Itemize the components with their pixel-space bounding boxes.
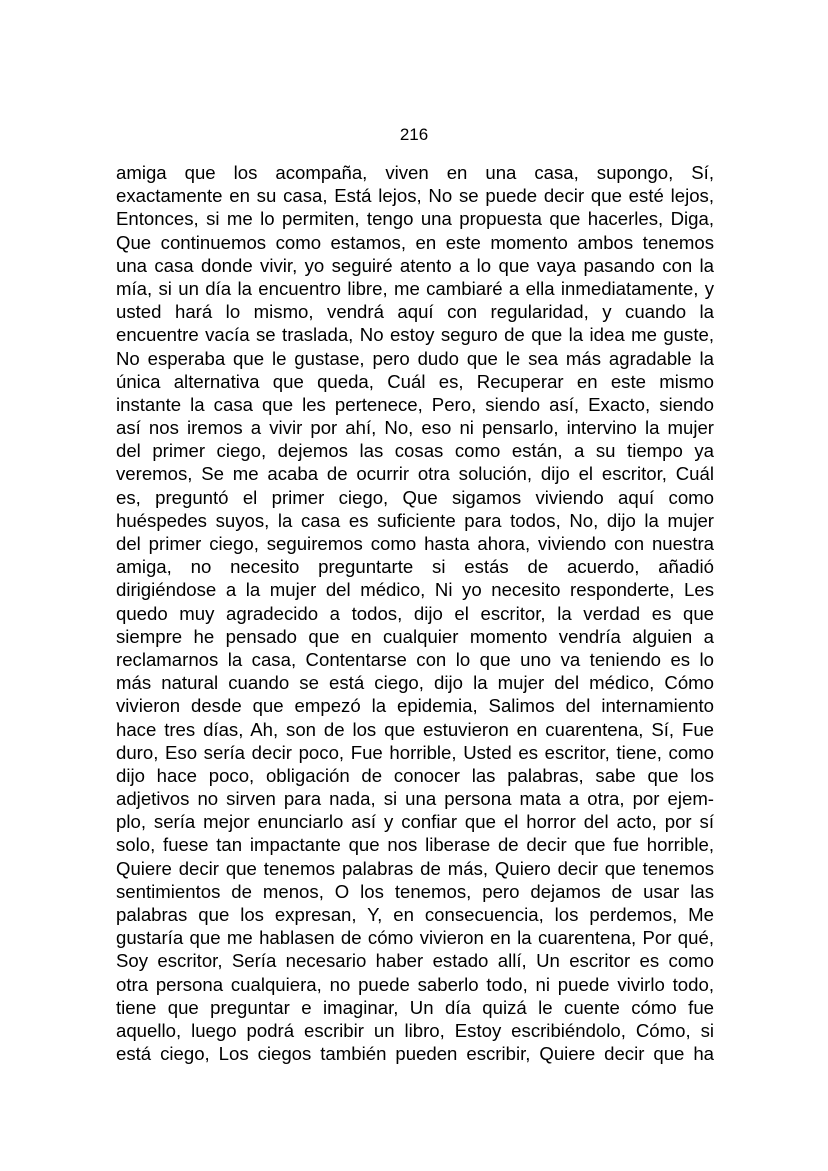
text-line: una casa donde vivir, yo seguiré atento a lo que vaya pasando con la	[116, 254, 714, 276]
text-line: única alternativa que queda, Cuál es, Recuperar en este mismo	[116, 370, 714, 392]
text-line: Soy escritor, Sería necesario haber estado allí, Un escritor es como	[116, 950, 714, 972]
text-line: otra persona cualquiera, no puede saberlo todo, ni puede vivirlo todo,	[116, 973, 714, 995]
text-line: encuentre vacía se traslada, No estoy seguro de que la idea me guste,	[116, 324, 714, 346]
text-line: mía, si un día la encuentro libre, me cambiaré a ella inmediatamente, y	[116, 277, 714, 299]
text-line: sentimientos de menos, O los tenemos, pero dejamos de usar las	[116, 880, 714, 902]
text-line: No esperaba que le gustase, pero dudo que le sea más agradable la	[116, 347, 714, 369]
text-line: más natural cuando se está ciego, dijo la mujer del médico, Cómo	[116, 672, 714, 694]
text-line: vivieron desde que empezó la epidemia, Salimos del internamiento	[116, 695, 714, 717]
text-line: instante la casa que les pertenece, Pero, siendo así, Exacto, siendo	[116, 393, 714, 415]
text-line: tiene que preguntar e imaginar, Un día quizá le cuente cómo fue	[116, 996, 714, 1018]
text-line: siempre he pensado que en cualquier momento vendría alguien a	[116, 625, 714, 647]
text-line: dijo hace poco, obligación de conocer las palabras, sabe que los	[116, 764, 714, 786]
text-line: gustaría que me hablasen de cómo vivieron en la cuarentena, Por qué,	[116, 927, 714, 949]
text-line: del primer ciego, dejemos las cosas como están, a su tiempo ya	[116, 440, 714, 462]
text-line: hace tres días, Ah, son de los que estuvieron en cuarentena, Sí, Fue	[116, 718, 714, 740]
text-line: reclamarnos la casa, Contentarse con lo que uno va teniendo es lo	[116, 648, 714, 670]
text-line: huéspedes suyos, la casa es suficiente para todos, No, dijo la mujer	[116, 509, 714, 531]
text-line: dirigiéndose a la mujer del médico, Ni yo necesito responderte, Les	[116, 579, 714, 601]
page-number: 216	[399, 125, 429, 144]
text-line: quedo muy agradecido a todos, dijo el escritor, la verdad es que	[116, 602, 714, 624]
text-line: exactamente en su casa, Está lejos, No se puede decir que esté lejos,	[116, 185, 714, 207]
text-line: está ciego, Los ciegos también pueden escribir, Quiere decir que ha	[116, 1043, 714, 1065]
text-line: Que continuemos como estamos, en este momento ambos tenemos	[116, 231, 714, 253]
text-line: del primer ciego, seguiremos como hasta ahora, viviendo con nuestra	[116, 533, 714, 554]
text-line: amiga que los acompaña, viven en una casa, supongo, Sí,	[116, 162, 714, 183]
text-line: palabras que los expresan, Y, en consecuencia, los perdemos, Me	[116, 904, 714, 925]
body-text	[116, 161, 714, 1065]
text-line: Entonces, si me lo permiten, tengo una propuesta que hacerles, Diga,	[116, 208, 714, 230]
text-line: veremos, Se me acaba de ocurrir otra solución, dijo el escritor, Cuál	[116, 463, 714, 485]
text-line: plo, sería mejor enunciarlo así y confiar que el horror del acto, por sí	[116, 811, 714, 833]
text-line: Quiere decir que tenemos palabras de más, Quiero decir que tenemos	[116, 857, 714, 879]
text-line: duro, Eso sería decir poco, Fue horrible, Usted es escritor, tiene, como	[116, 741, 714, 763]
text-line: así nos iremos a vivir por ahí, No, eso ni pensarlo, intervino la mujer	[116, 417, 714, 439]
text-line: es, preguntó el primer ciego, Que sigamos viviendo aquí como	[116, 486, 714, 508]
text-line: aquello, luego podrá escribir un libro, Estoy escribiéndolo, Cómo, si	[116, 1019, 714, 1041]
text-line: usted hará lo mismo, vendrá aquí con regularidad, y cuando la	[116, 301, 714, 323]
text-line: adjetivos no sirven para nada, si una persona mata a otra, por ejem-	[116, 788, 714, 810]
text-line: amiga, no necesito preguntarte si estás de acuerdo, añadió	[116, 556, 714, 578]
text-line: solo, fuese tan impactante que nos liberase de decir que fue horrible,	[116, 834, 714, 856]
